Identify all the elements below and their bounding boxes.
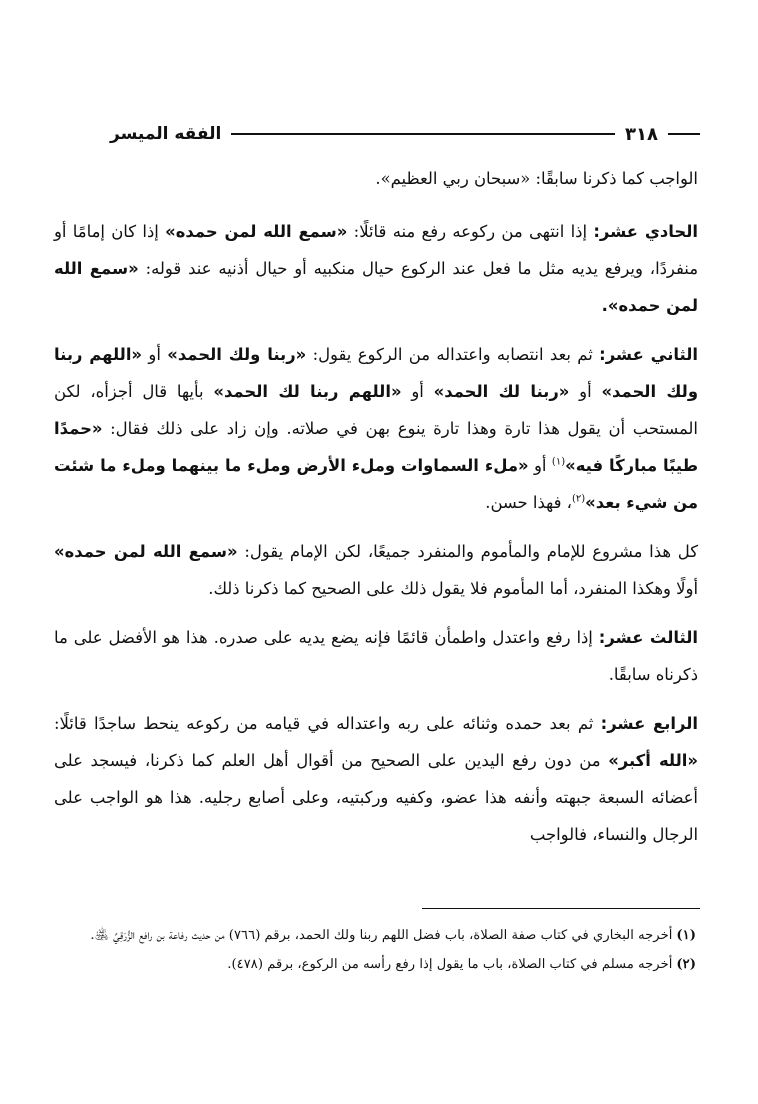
text-run: الواجب كما ذكرنا سابقًا: «سبحان ربي العظيم». xyxy=(375,169,698,188)
footnote xyxy=(56,922,696,949)
paragraph-fourteenth xyxy=(54,705,698,853)
quoted-dhikr: «اللهم ربنا لك الحمد» xyxy=(213,382,402,401)
header-short-rule xyxy=(668,133,700,135)
footnote-separator xyxy=(422,908,700,909)
book-title: الفقه الميسر xyxy=(110,124,222,144)
text-run: ، فهذا حسن. xyxy=(485,493,572,512)
running-header xyxy=(110,120,700,148)
paragraph-all-legislated xyxy=(54,533,698,607)
text-run: أولًا وهكذا المنفرد، أما المأموم فلا يقول ذلك على الصحيح كما ذكرنا ذلك. xyxy=(208,579,698,598)
footnote xyxy=(56,951,696,978)
quoted-dhikr: «سمع الله لمن حمده» xyxy=(165,222,348,241)
paragraph-eleventh xyxy=(54,213,698,324)
text-run: أو xyxy=(401,382,434,401)
paragraph-continuation xyxy=(54,160,698,197)
paragraph-thirteenth xyxy=(54,619,698,693)
quoted-dhikr: «سمع الله لمن حمده» xyxy=(54,542,238,561)
paragraph-twelfth xyxy=(54,336,698,521)
text-run: من دون رفع اليدين على الصحيح من أقوال أهل العلم كما ذكرنا، فيسجد على أعضائه السبعة جبهته وأنفه هذا عضو، وكفيه وركبتيه، وعلى أصابع رجليه. هذا هو الواجب على الرجال والنساء، فالواجب xyxy=(54,751,698,844)
footnote-ref[interactable]: (٢) xyxy=(571,493,586,505)
quoted-dhikr: «الله أكبر» xyxy=(608,751,698,770)
footnote-ref[interactable]: (١) xyxy=(551,456,566,468)
paragraph-lead: الحادي عشر: xyxy=(593,222,699,241)
quoted-dhikr: «سمع الله لمن حمده». xyxy=(54,259,698,315)
text-run: كل هذا مشروع للإمام والمأموم والمنفرد جميعًا، لكن الإمام يقول: xyxy=(237,542,698,561)
text-run: إذا رفع واعتدل واطمأن قائمًا فإنه يضع يديه على صدره. هذا هو الأفضل على ما ذكرناه سابقًا. xyxy=(54,628,698,684)
footnote-text: أخرجه البخاري في كتاب صفة الصلاة، باب فضل اللهم ربنا ولك الحمد، برقم (٧٦٦) من حديث رفاعة بن رافع الزُّرَقِيِّ ﵁. xyxy=(90,928,673,943)
text-run: أو xyxy=(569,382,602,401)
quoted-dhikr: «حمدًا طيبًا مباركًا فيه» xyxy=(54,419,699,475)
quoted-dhikr: «اللهم ربنا ولك الحمد» xyxy=(54,345,699,401)
footnote-number: (٢) xyxy=(676,957,696,972)
quoted-dhikr: «ربنا لك الحمد» xyxy=(433,382,570,401)
paragraph-lead: الثاني عشر: xyxy=(599,345,699,364)
text-run: بأيها قال أجزأه، لكن المستحب أن يقول هذا تارة وهذا تارة ينوع بهن في صلاته. وإن زاد على ذلك فقال: xyxy=(54,382,698,438)
text-run: إذا انتهى من ركوعه رفع منه قائلًا: xyxy=(347,222,594,241)
main-text xyxy=(54,160,698,865)
page-number: ٣١٨ xyxy=(625,123,658,145)
footnotes xyxy=(56,922,696,980)
text-run: إذا كان إمامًا أو منفردًا، ويرفع يديه مثل ما فعل عند الركوع حيال منكبيه أو حيال أذنيه عند قوله: xyxy=(54,222,698,278)
text-run: أو xyxy=(142,345,168,364)
text-run: ثم بعد حمده وثنائه على ربه واعتداله في قيامه من ركوعه ينحط ساجدًا قائلًا: xyxy=(54,714,601,733)
quoted-dhikr: «ملء السماوات وملء الأرض وملء ما بينهما وملء ما شئت من شيء بعد» xyxy=(54,456,698,512)
footnote-text: أخرجه مسلم في كتاب الصلاة، باب ما يقول إذا رفع رأسه من الركوع، برقم (٤٧٨). xyxy=(227,957,673,972)
text-run: ثم بعد انتصابه واعتداله من الركوع يقول: xyxy=(306,345,600,364)
footnote-number: (١) xyxy=(676,928,696,943)
quoted-dhikr: «ربنا ولك الحمد» xyxy=(167,345,307,364)
paragraph-lead: الرابع عشر: xyxy=(600,714,698,733)
header-rule xyxy=(231,133,615,135)
paragraph-lead: الثالث عشر: xyxy=(598,628,698,647)
text-run: أو xyxy=(528,456,552,475)
